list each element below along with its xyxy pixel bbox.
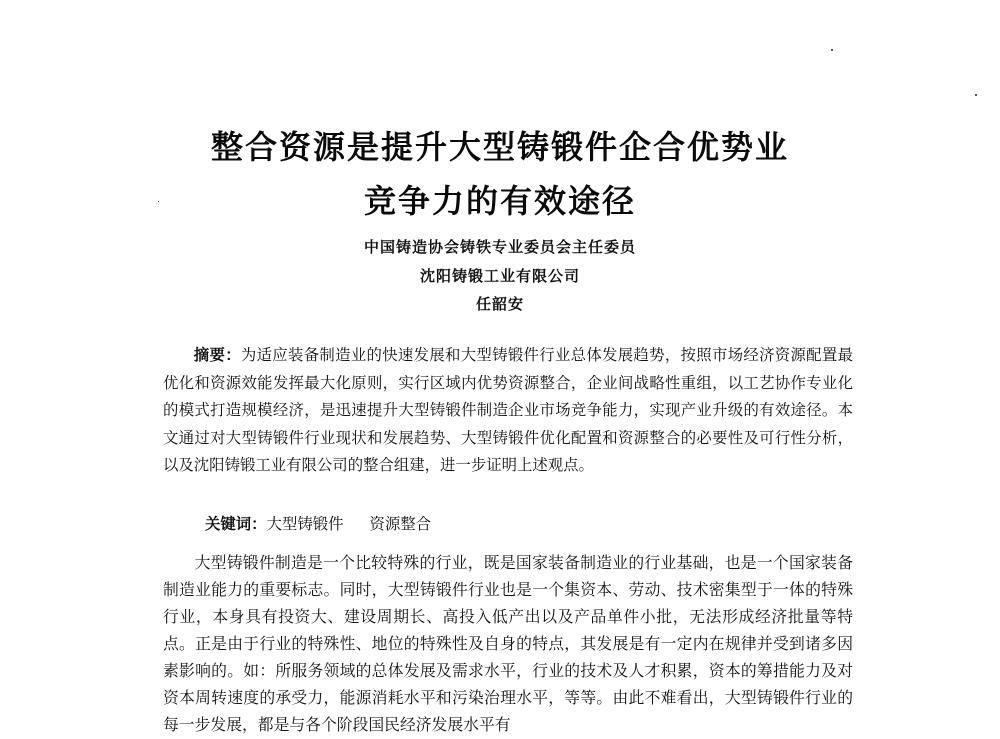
paper-title-line-2: 竞争力的有效途径 bbox=[363, 182, 636, 220]
body-paragraph-1: 大型铸锻件制造是一个比较特殊的行业，既是国家装备制造业的行业基础，也是一个国家装备制造业能力的重要标志。同时，大型铸锻件行业也是一个集资本、劳动、技术密集型于一体的特殊行业，本身具有投资大、建设周期长、高投入低产出以及产品单件小批，无法形成经济批量等特点。正是由于行业的特殊性、地位的特殊性及自身的特点，其发展是有一定内在规律并受到诸多因素影响的。如：所服务领域的总体发展及需求水平，行业的技术及人才积累，资本的筹措能力及对资本周转速度的承受力，能源消耗水平和污染治理水平，等等。由此不难看出，大型铸锻件行业的每一步发展，都是与各个阶段国民经济发展水平有 bbox=[163, 555, 853, 734]
author-affiliation-2: 沈阳铸锻工业有限公司 bbox=[419, 267, 580, 285]
author-affiliation-1: 中国铸造协会铸铁专业委员会主任委员 bbox=[363, 238, 636, 256]
paper-title-line-1: 整合资源是提升大型铸锻件企合优势业 bbox=[210, 128, 789, 166]
abstract bbox=[163, 342, 853, 480]
keywords-label: 关键词： bbox=[205, 515, 267, 533]
scan-speck bbox=[158, 201, 159, 202]
scan-speck bbox=[975, 94, 977, 96]
author-name: 任韶安 bbox=[475, 295, 524, 313]
scan-speck bbox=[831, 49, 833, 51]
keywords bbox=[205, 511, 457, 539]
abstract-text: 为适应装备制造业的快速发展和大型铸锻件行业总体发展趋势，按照市场经济资源配置最优化和资源效能发挥最大化原则，实行区域内优势资源整合，企业间战略性重组，以工艺协作专业化的模式打造规模经济，是迅速提升大型铸锻件制造企业市场竞争能力，实现产业升级的有效途径。本文通过对大型铸锻件行业现状和发展趋势、大型铸锻件优化配置和资源整合的必要性及可行性分析，以及沈阳铸锻工业有限公司的整合组建，进一步证明上述观点。 bbox=[163, 346, 853, 474]
keyword-1: 大型铸锻件 bbox=[266, 515, 344, 533]
keyword-2: 资源整合 bbox=[369, 515, 432, 533]
abstract-label: 摘要： bbox=[193, 346, 241, 364]
